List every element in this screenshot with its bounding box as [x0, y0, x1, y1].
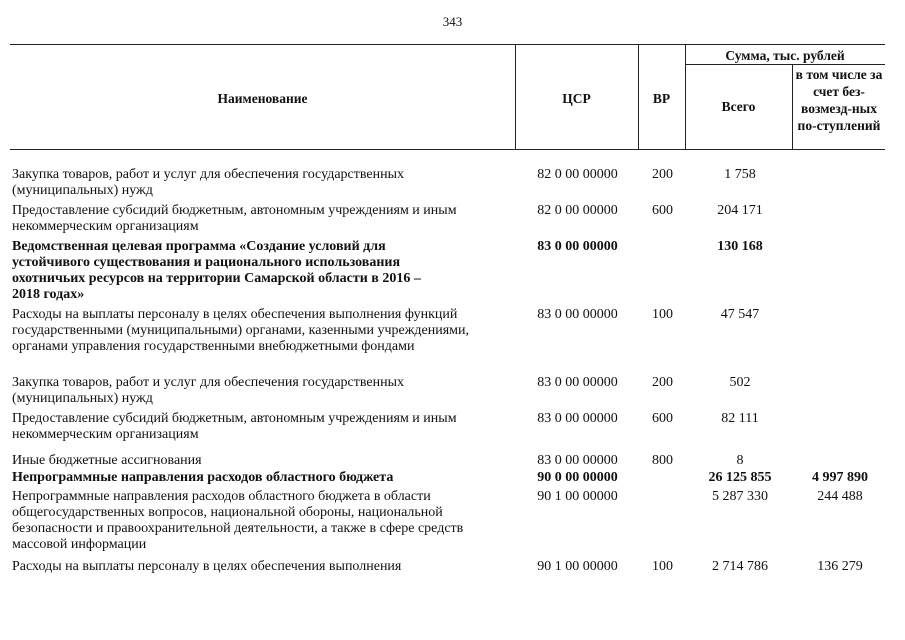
header-total: Всего: [721, 99, 756, 114]
row-total: 82 111: [721, 411, 759, 426]
row-csr: 83 0 00 00000: [537, 307, 618, 322]
row-name: Предоставление субсидий бюджетным, автономным учреждениям и иным некоммерческим организациям: [12, 411, 457, 442]
row-vr: 600: [652, 411, 673, 426]
header-vr: ВР: [652, 91, 671, 106]
row-name: Расходы на выплаты персоналу в целях обеспечения выполнения: [12, 559, 402, 574]
header-csr: ЦСР: [562, 91, 591, 106]
row-csr: 83 0 00 00000: [537, 453, 618, 468]
row-free: 136 279: [817, 559, 863, 574]
header-name: Наименование: [217, 91, 308, 106]
row-name: Закупка товаров, работ и услуг для обеспечения государственных (муниципальных) нужд: [12, 375, 405, 406]
row-total: 2 714 786: [712, 559, 768, 574]
row-csr: 82 0 00 00000: [537, 167, 618, 182]
row-total: 26 125 855: [708, 470, 772, 485]
sum-group-divider: [685, 64, 885, 65]
header-free-receipts: в том числе за счет без-возмезд-ных по-ступлений: [795, 67, 883, 133]
row-csr: 83 0 00 00000: [537, 239, 618, 254]
row-csr: 90 1 00 00000: [537, 489, 618, 504]
row-name: Предоставление субсидий бюджетным, автономным учреждениям и иным некоммерческим организациям: [12, 203, 457, 234]
row-csr: 82 0 00 00000: [537, 203, 618, 218]
row-vr: 800: [652, 453, 673, 468]
row-vr: 200: [652, 167, 673, 182]
row-total: 204 171: [717, 203, 763, 218]
row-name: Иные бюджетные ассигнования: [12, 453, 202, 468]
row-total: 130 168: [717, 239, 763, 254]
row-name: Непрограммные направления расходов областного бюджета: [12, 470, 394, 485]
row-vr: 100: [652, 559, 673, 574]
row-free: 4 997 890: [812, 470, 868, 485]
row-total: 47 547: [720, 307, 760, 322]
row-total: 502: [729, 375, 751, 390]
page-number: 343: [442, 14, 463, 29]
row-total: 5 287 330: [712, 489, 768, 504]
column-divider: [792, 64, 793, 149]
row-name: Непрограммные направления расходов областного бюджета в области общегосударственных вопросов, национальной обороны, национальной безопасности и правоохранительной деятельности, а также в сфере средств массовой информации: [12, 489, 464, 552]
row-csr: 83 0 00 00000: [537, 411, 618, 426]
row-vr: 100: [652, 307, 673, 322]
row-name: Расходы на выплаты персоналу в целях обеспечения выполнения функций государственными (муниципальными) органами, казенными учреждениями, органами управления государственными внебюджетными фондами: [12, 307, 469, 354]
row-csr: 90 1 00 00000: [537, 559, 618, 574]
row-name: Ведомственная целевая программа «Создание условий для устойчивого существования и рационального использования охотничьих ресурсов на территории Самарской области в 2016 – 2018 годах»: [12, 239, 421, 302]
row-free: 244 488: [817, 489, 863, 504]
table-header: [10, 44, 885, 150]
row-name: Закупка товаров, работ и услуг для обеспечения государственных (муниципальных) нужд: [12, 167, 405, 198]
row-csr: 83 0 00 00000: [537, 375, 618, 390]
row-csr: 90 0 00 00000: [537, 470, 618, 485]
row-vr: 600: [652, 203, 673, 218]
row-total: 1 758: [724, 167, 756, 182]
row-vr: 200: [652, 375, 673, 390]
header-sum-group: Сумма, тыс. рублей: [725, 48, 845, 63]
row-total: 8: [736, 453, 744, 468]
